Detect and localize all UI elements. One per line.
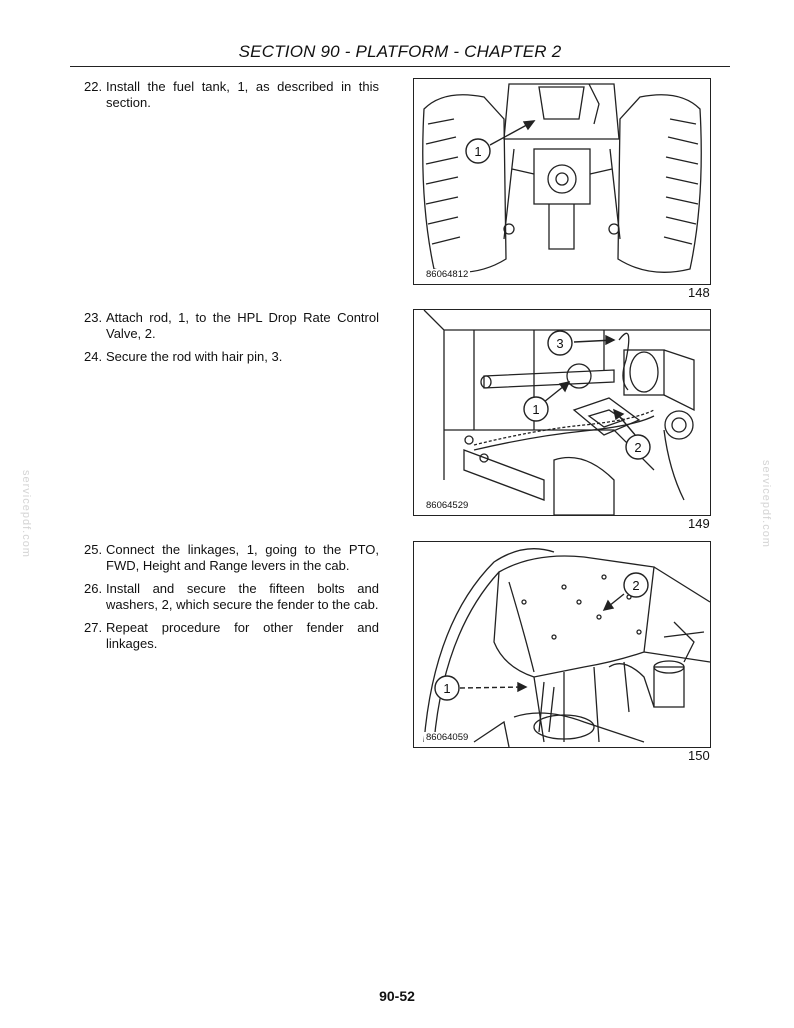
section-title: SECTION 90 - PLATFORM - CHAPTER 2	[238, 42, 562, 61]
step-item	[84, 79, 379, 111]
step-number: 25.	[84, 542, 103, 557]
callout-1: 1	[443, 681, 451, 696]
callout-3: 3	[556, 336, 564, 351]
step-number: 23.	[84, 310, 103, 325]
step-text: Install and secure the fifteen bolts and washers, 2, which secure the fender to the cab.	[106, 581, 379, 612]
figure-number: 150	[688, 748, 710, 763]
callout-1: 1	[474, 144, 482, 159]
page-header	[70, 40, 730, 67]
step-item	[84, 310, 379, 342]
figure-148	[413, 78, 711, 285]
callout-1: 1	[532, 402, 540, 417]
valve-rod-illustration	[414, 310, 710, 515]
step-text: Repeat procedure for other fender and linkages.	[106, 620, 379, 651]
figure-code: 86064529	[426, 500, 469, 511]
step-number: 27.	[84, 620, 103, 635]
step-number: 24.	[84, 349, 103, 364]
step-text: Secure the rod with hair pin, 3.	[106, 349, 283, 364]
step-number: 26.	[84, 581, 103, 596]
figure-number: 148	[688, 285, 710, 300]
step-text: Connect the linkages, 1, going to the PTO, FWD, Height and Range levers in the cab.	[106, 542, 379, 573]
figure-code: 86064059	[426, 732, 469, 743]
step-item	[84, 349, 379, 365]
callout-2: 2	[632, 578, 640, 593]
fender-linkage-illustration	[414, 542, 710, 747]
steps-group-3	[84, 542, 379, 659]
watermark-left: servicepdf.com	[20, 470, 32, 558]
figure-149	[413, 309, 711, 516]
step-item	[84, 542, 379, 574]
tractor-rear-illustration	[414, 79, 710, 284]
step-item	[84, 620, 379, 652]
step-number: 22.	[84, 79, 103, 94]
callout-2: 2	[634, 440, 642, 455]
steps-group-2	[84, 310, 379, 372]
watermark-right: servicepdf.com	[760, 460, 772, 548]
figure-code: 86064812	[426, 269, 469, 280]
figure-number: 149	[688, 516, 710, 531]
page-number: 90-52	[379, 988, 415, 1004]
step-text: Install the fuel tank, 1, as described in this section.	[106, 79, 379, 110]
step-item	[84, 581, 379, 613]
figure-150	[413, 541, 711, 748]
steps-group-1	[84, 79, 379, 118]
step-text: Attach rod, 1, to the HPL Drop Rate Control Valve, 2.	[106, 310, 379, 341]
